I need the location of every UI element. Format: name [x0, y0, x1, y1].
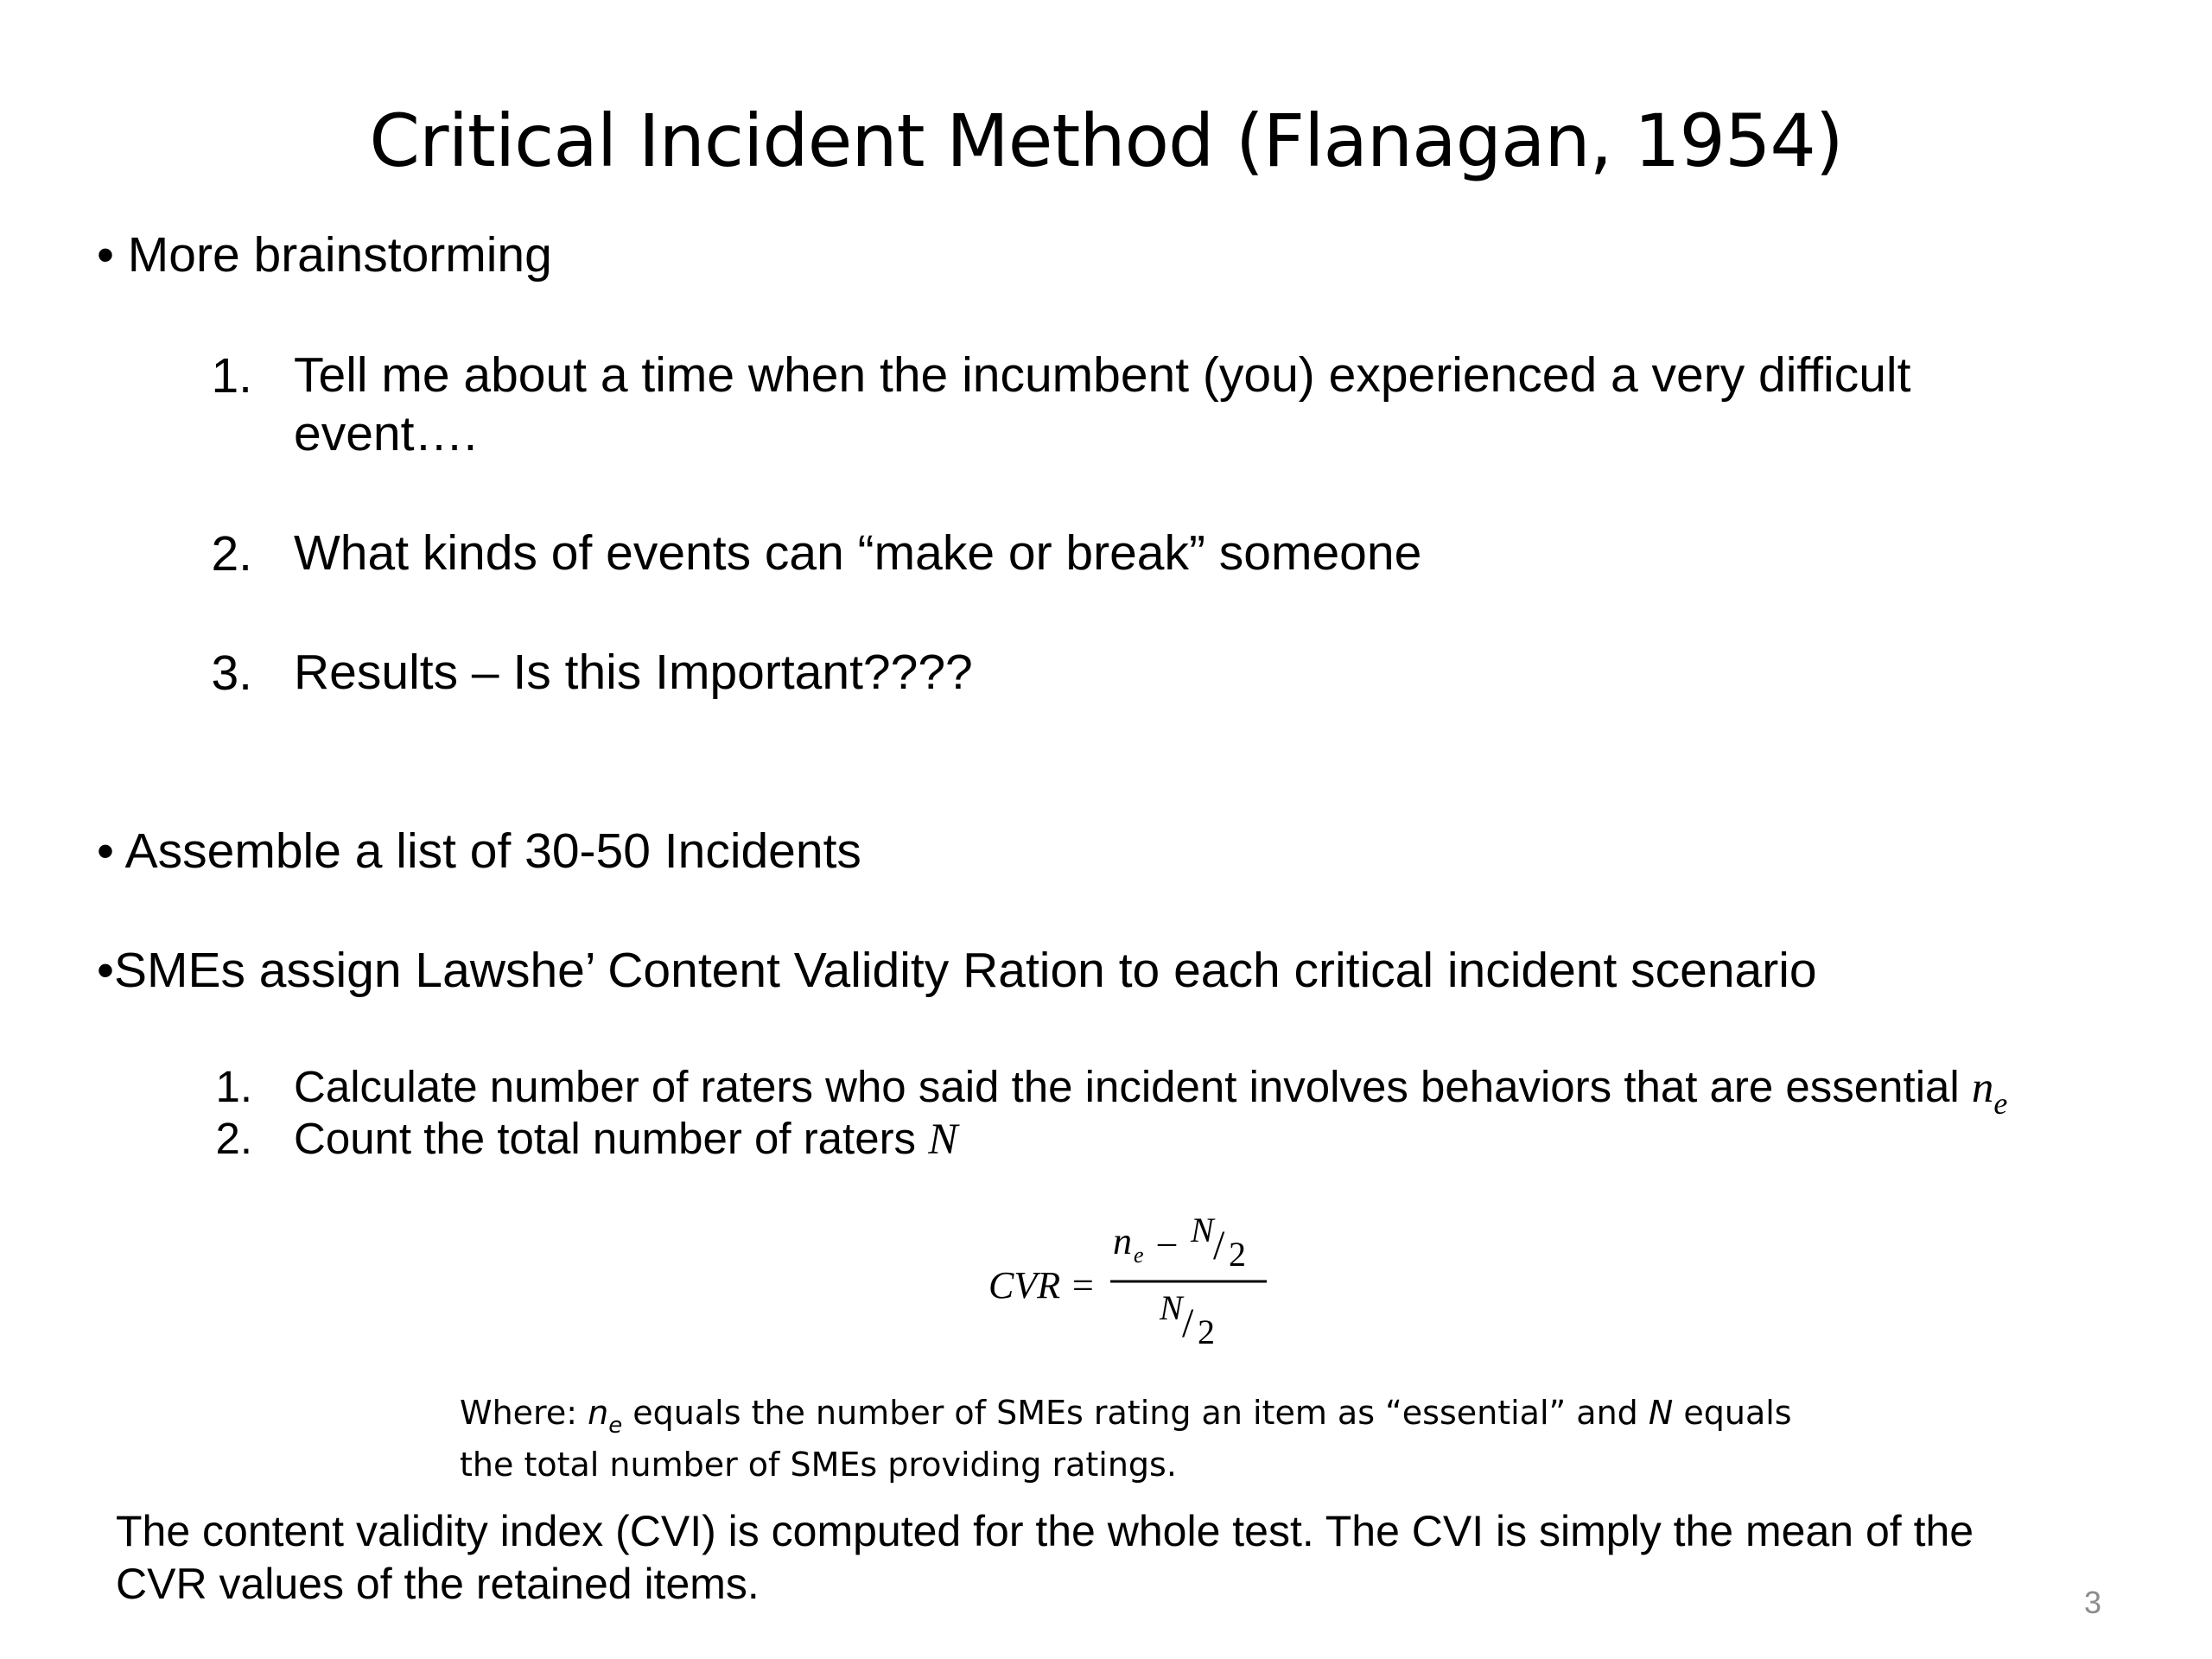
note-variable-N: N — [1648, 1394, 1674, 1432]
list-item-number: 1. — [211, 348, 252, 404]
formula-minus: – — [1158, 1223, 1176, 1262]
formula-denominator-slash: / — [1182, 1300, 1194, 1346]
step-text-body: Calculate number of raters who said the incident involves behaviors that are essential — [294, 1062, 1972, 1111]
note-variable-subscript: e — [608, 1413, 623, 1439]
step-text — [294, 1061, 2008, 1121]
note-tail: equals the total number of SMEs providing ratings. — [460, 1394, 1792, 1484]
note-lead: Where: — [460, 1394, 588, 1432]
formula-lhs: CVR = — [988, 1264, 1096, 1306]
cvi-paragraph: The content validity index (CVI) is computed for the whole test. The CVI is simply the mean of the CVR values of the retained items. — [116, 1507, 1974, 1608]
formula-numerator-N: N — [1191, 1211, 1214, 1249]
cvr-formula — [976, 1205, 1287, 1352]
page-number: 3 — [2084, 1585, 2102, 1620]
note-variable-n: n — [588, 1394, 609, 1432]
bullet-smes-assign-cvr: •SMEs assign Lawshe’ Content Validity Ration to each critical incident scenario — [97, 943, 1817, 998]
slide-title: Critical Incident Method (Flanagan, 1954) — [369, 99, 1843, 183]
note-mid: equals the number of SMEs rating an item as “essential” and — [622, 1394, 1649, 1432]
math-subscript-e: e — [1993, 1086, 2008, 1121]
list-item-text-continued: event…. — [294, 406, 478, 461]
formula-denominator-two: 2 — [1198, 1313, 1215, 1351]
bullet-assemble-incidents: • Assemble a list of 30-50 Incidents — [97, 823, 861, 879]
formula-numerator-slash: / — [1213, 1223, 1225, 1268]
math-variable-n: n — [1971, 1064, 1994, 1112]
step-text-body: Count the total number of raters — [294, 1114, 929, 1163]
step-text — [294, 1113, 957, 1166]
list-item-text: Results – Is this Important???? — [294, 645, 973, 700]
formula-numerator-two: 2 — [1229, 1235, 1246, 1274]
list-item-number: 2. — [211, 526, 252, 582]
list-item-text: Tell me about a time when the incumbent (you) experienced a very difficult — [294, 347, 1911, 403]
list-item-number: 3. — [211, 645, 252, 701]
formula-note — [460, 1389, 1842, 1489]
bullet-more-brainstorming: • More brainstorming — [97, 227, 552, 283]
list-item-text: What kinds of events can “make or break” someone — [294, 525, 1422, 581]
formula-numerator-subscript: e — [1134, 1243, 1144, 1268]
step-number: 2. — [215, 1114, 252, 1163]
math-variable-N: N — [928, 1116, 958, 1164]
step-number: 1. — [215, 1062, 252, 1111]
formula-denominator-N: N — [1160, 1288, 1183, 1327]
formula-numerator-n: n — [1113, 1220, 1132, 1262]
